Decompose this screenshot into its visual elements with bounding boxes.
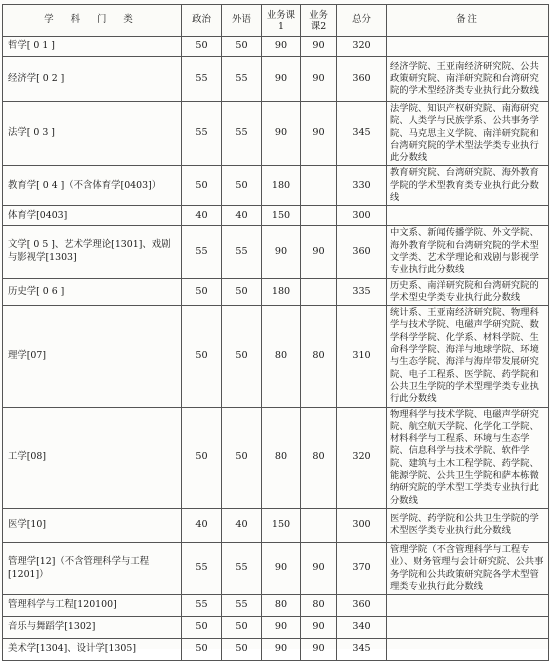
cell-total: 370 [337,542,387,594]
cell-foreign: 40 [222,508,262,542]
cell-note [387,617,549,639]
cell-course1: 150 [262,508,301,542]
cell-subject: 经济学[ 0 2 ] [3,57,182,102]
header-course2 [301,5,337,37]
cell-foreign: 55 [222,102,262,166]
table-row [3,166,549,206]
header-course1-line1: 业务课 [266,9,296,21]
cell-course1: 150 [262,206,301,226]
cell-subject: 管理学[12]（不含管理科学与工程[1201]） [3,542,182,594]
header-foreign: 外语 [222,5,262,37]
cell-foreign: 55 [222,595,262,617]
table-row [3,617,549,639]
cell-course1: 90 [262,37,301,57]
table-row [3,639,549,661]
cell-course1: 90 [262,102,301,166]
header-course2-line2: 课2 [310,20,327,32]
cell-total: 340 [337,617,387,639]
header-course2-line1: 业务 [309,9,328,21]
cell-subject: 法学[ 0 3 ] [3,102,182,166]
cell-course1: 80 [262,306,301,407]
cell-course2: 80 [301,407,337,508]
cell-politics: 55 [182,102,222,166]
cell-total: 300 [337,508,387,542]
cell-course2: 80 [301,306,337,407]
score-table [2,4,549,661]
cell-subject: 医学[10] [3,508,182,542]
cell-course1: 80 [262,595,301,617]
cell-foreign: 55 [222,226,262,278]
cell-politics: 55 [182,595,222,617]
cell-course1: 90 [262,617,301,639]
cell-course2: 90 [301,617,337,639]
cell-politics: 50 [182,166,222,206]
table-row [3,595,549,617]
table-row [3,102,549,166]
cell-course2: 90 [301,37,337,57]
cell-foreign: 55 [222,542,262,594]
cell-note: 统计系、王亚南经济研究院、物理科学与技术学院、电磁声学研究院、数学科学学院、化学系、材料学院、生命科学学院、海洋与地球学院、环境与生态学院、海洋与海岸带发展研究院、电子工程系、医学院、药学院和公共卫生学院的学术型理学类专业执行此分数线 [387,306,549,407]
cell-total: 360 [337,57,387,102]
table-row [3,508,549,542]
cell-total: 345 [337,102,387,166]
cell-total: 320 [337,37,387,57]
cell-foreign: 50 [222,278,262,306]
cell-politics: 55 [182,226,222,278]
cell-total: 335 [337,278,387,306]
cell-subject: 音乐与舞蹈学[1302] [3,617,182,639]
cell-politics: 55 [182,57,222,102]
cell-total: 320 [337,407,387,508]
cell-note [387,595,549,617]
cell-foreign: 55 [222,57,262,102]
cell-course1: 80 [262,407,301,508]
cell-note: 法学院、知识产权研究院、南海研究院、人类学与民族学系、公共事务学院、马克思主义学院、南洋研究院和台湾研究院的学术型法学类专业执行此分数线 [387,102,549,166]
cell-politics: 50 [182,278,222,306]
cell-subject: 管理科学与工程[120100] [3,595,182,617]
cell-foreign: 50 [222,166,262,206]
cell-note: 中文系、新闻传播学院、外文学院、海外教育学院和台湾研究院的学术型文学类、艺术学理论和戏剧与影视学专业执行此分数线 [387,226,549,278]
cell-note: 教育研究院、台湾研究院、海外教育学院的学术型教育类专业执行此分数线 [387,166,549,206]
header-course1-line2: 1 [278,20,284,32]
cell-course2 [301,166,337,206]
cell-foreign: 40 [222,206,262,226]
cell-foreign: 50 [222,37,262,57]
table-row [3,278,549,306]
cell-foreign: 50 [222,407,262,508]
cell-course2: 90 [301,102,337,166]
header-note: 备注 [387,5,549,37]
cell-politics: 50 [182,306,222,407]
cell-foreign: 50 [222,306,262,407]
cell-subject: 理学[07] [3,306,182,407]
table-row [3,37,549,57]
cell-foreign: 50 [222,617,262,639]
cell-total: 360 [337,226,387,278]
cell-total: 310 [337,306,387,407]
cell-politics: 40 [182,206,222,226]
table-row [3,57,549,102]
cell-note: 历史系、南洋研究院和台湾研究院的学术型史学类专业执行此分数线 [387,278,549,306]
cell-subject: 历史学[ 0 6 ] [3,278,182,306]
table-row [3,226,549,278]
header-total: 总分 [337,5,387,37]
cell-course2 [301,278,337,306]
cell-total: 330 [337,166,387,206]
cell-subject: 文学[ 0 5 ]、艺术学理论[1301]、戏剧与影视学[1303] [3,226,182,278]
cell-course1: 180 [262,166,301,206]
cell-politics: 50 [182,617,222,639]
table-row [3,542,549,594]
cell-subject: 工学[08] [3,407,182,508]
cell-note: 物理科学与技术学院、电磁声学研究院、航空航天学院、化学化工学院、材料科学与工程系、环境与生态学院、信息科学与技术学院、软件学院、建筑与土木工程学院、药学院、能源学院、公共卫生学院和萨本栋微纳研究院的学术型工学类专业执行此分数线 [387,407,549,508]
cell-note: 医学院、药学院和公共卫生学院的学术型医学类专业执行此分数线 [387,508,549,542]
cell-course1: 90 [262,639,301,661]
table-row [3,206,549,226]
cell-politics: 55 [182,542,222,594]
table-row [3,407,549,508]
cell-note [387,206,549,226]
cell-subject: 体育学[0403] [3,206,182,226]
cell-course2: 90 [301,542,337,594]
cell-course1: 90 [262,57,301,102]
cell-note: 管理学院（不含管理科学与工程专业）、财务管理与会计研究院、公共事务学院和公共政策研究院各学术型管理类专业执行此分数线 [387,542,549,594]
cell-total: 345 [337,639,387,661]
header-politics: 政治 [182,5,222,37]
table-row [3,306,549,407]
cell-course2: 80 [301,595,337,617]
cell-subject: 美术学[1304]、设计学[1305] [3,639,182,661]
cell-course1: 90 [262,226,301,278]
cell-total: 360 [337,595,387,617]
cell-note [387,37,549,57]
cell-course1: 180 [262,278,301,306]
cell-subject: 哲学[ 0 1 ] [3,37,182,57]
cell-course2: 90 [301,226,337,278]
cell-foreign: 50 [222,639,262,661]
cell-note: 经济学院、王亚南经济研究院、公共政策研究院、南洋研究院和台湾研究院的学术型经济类专业执行此分数线 [387,57,549,102]
cell-total: 300 [337,206,387,226]
cell-course2: 90 [301,639,337,661]
header-subject: 学 科 门 类 [3,5,182,37]
cell-course1: 90 [262,542,301,594]
cell-politics: 50 [182,407,222,508]
cell-course2 [301,508,337,542]
cell-course2 [301,206,337,226]
cell-politics: 50 [182,37,222,57]
cell-course2: 90 [301,57,337,102]
cell-politics: 40 [182,508,222,542]
cell-subject: 教育学[ 0 4 ]（不含体育学[0403]） [3,166,182,206]
cell-politics: 50 [182,639,222,661]
header-row [3,5,549,37]
header-course1 [262,5,301,37]
cell-note [387,639,549,661]
